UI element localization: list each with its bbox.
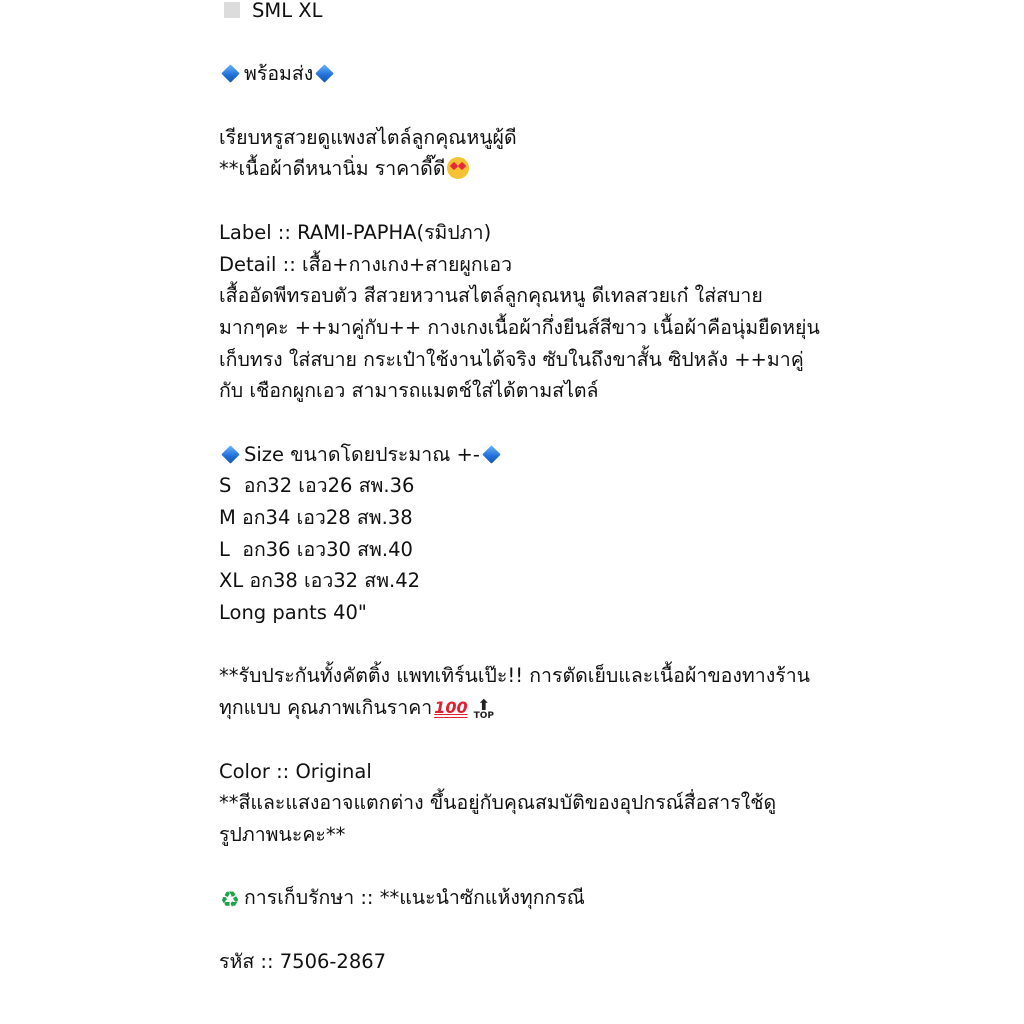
size-row: M อก34 เอว28 สพ.38 (219, 506, 413, 529)
product-description (219, 0, 1019, 977)
size-row: XL อก38 เอว32 สพ.42 (219, 569, 421, 593)
heart-eyes-face-icon (447, 157, 469, 179)
description-line: เก็บทรง ใส่สบาย กระเป๋าใช้งานได้จริง ซับในถึงขาสั้น ซิปหลัง ++มาคู่ (219, 347, 804, 371)
top-arrow-icon: ⬆ TOP (473, 696, 494, 722)
size-checkbox[interactable] (224, 2, 240, 18)
size-row: L อก36 เอว30 สพ.40 (219, 537, 413, 561)
color-note-line-2: รูปภาพนะคะ** (219, 822, 346, 846)
label-line: Label :: RAMI-PAPHA(รมิปภา) (219, 220, 492, 244)
hundred-points-icon: 100 (434, 698, 468, 718)
intro-line-1: เรียบหรูสวยดูแพงสไตล์ลูกคุณหนูผู้ดี (219, 125, 517, 149)
description-line: มากๆคะ ++มาคู่กับ++ กางเกงเนื้อผ้ากึ่งยีนส์สีขาว เนื้อผ้าคือนุ่มยืดหยุ่น (219, 315, 820, 339)
ready-to-ship-heading: พร้อมส่ง (219, 58, 1019, 90)
intro-line-2: **เนื้อผ้าดีหนานิ่ม ราคาดี๊ดี (219, 153, 1019, 185)
color-line: Color :: Original (219, 759, 372, 783)
recycle-icon: ♻ (220, 888, 240, 914)
size-options-label: SML XL (252, 0, 323, 22)
blue-diamond-icon (316, 65, 334, 83)
guarantee-line-1: **รับประกันทั้งคัตติ้ง แพทเทิร์นเป๊ะ!! การตัดเย็บและเนื้อผ้าของทางร้าน (219, 664, 810, 688)
detail-line: Detail :: เสื้อ+กางเกง+สายผูกเอว (219, 252, 513, 276)
size-option-row (219, 0, 1019, 27)
blue-diamond-icon (221, 65, 239, 83)
product-code-line: รหัส :: 7506-2867 (219, 949, 387, 973)
color-note-line-1: **สีและแสงอาจแตกต่าง ขึ้นอยู่กับคุณสมบัติของอุปกรณ์สื่อสารใช้ดู (219, 791, 777, 815)
guarantee-line-2: ทุกแบบ คุณภาพเกินราคา 100 ⬆ TOP (219, 692, 1019, 724)
care-line: ♻ การเก็บรักษา :: **แนะนำซักแห้งทุกกรณี (220, 886, 585, 914)
size-heading: Size ขนาดโดยประมาณ +- (219, 439, 1019, 471)
size-row: S อก32 เอว26 สพ.36 (219, 474, 415, 498)
blue-diamond-icon (482, 445, 500, 463)
size-row: Long pants 40" (219, 601, 367, 625)
description-line: เสื้ออัดพีทรอบตัว สีสวยหวานสไตล์ลูกคุณหนู ดีเทลสวยเก๋ ใส่สบาย (219, 284, 763, 308)
description-line: กับ เชือกผูกเอว สามารถแมตช์ใส่ได้ตามสไตล์ (219, 379, 599, 403)
blue-diamond-icon (221, 445, 239, 463)
